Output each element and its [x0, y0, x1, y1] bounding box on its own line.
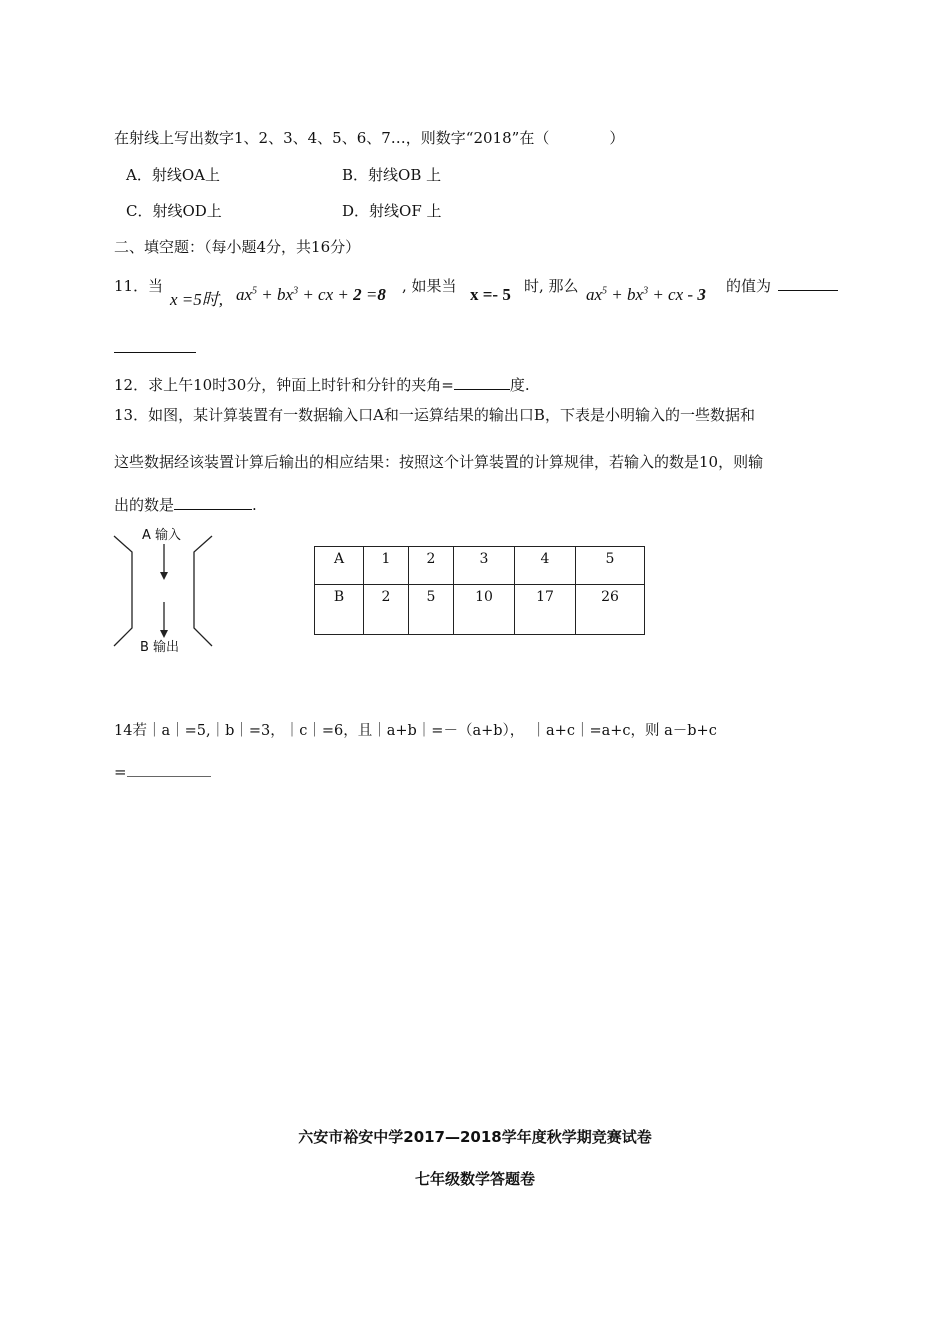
- table-row: [315, 585, 645, 635]
- q10-option-a: A．射线OA上: [126, 166, 220, 184]
- section-heading-fill-in: 二、填空题：（每小题4分，共16分）: [114, 238, 361, 256]
- q10-option-b: B．射线OB 上: [342, 166, 442, 184]
- q11-expression-2: $ax^5 + bx^3$ + cx - 3: [586, 285, 706, 304]
- q11-text-when: 当: [148, 277, 164, 295]
- answer-sheet-school-title: 六安市裕安中学2017—2018学年度秋学期竞赛试卷: [298, 1128, 652, 1146]
- table-cell: 5: [576, 547, 645, 585]
- q13-line3: [114, 494, 257, 515]
- input-arrowhead: [160, 572, 168, 580]
- q11-equation-1: $ax^5 + bx^3$ + cx + 2 =8: [236, 285, 386, 304]
- table-cell: 3: [454, 547, 515, 585]
- q10-option-d: D．射线OF 上: [342, 202, 442, 220]
- q14-answer-blank[interactable]: [127, 762, 211, 777]
- q13-period: .: [252, 496, 257, 514]
- table-cell: B: [315, 585, 364, 635]
- q12-unit: 度.: [509, 376, 530, 394]
- table-cell: 2: [364, 585, 409, 635]
- q11-condition-x5: x =5时,: [170, 290, 224, 309]
- q13-answer-blank[interactable]: [174, 495, 252, 510]
- q11-text-value: 的值为: [726, 277, 772, 295]
- q13-text: 出的数是: [114, 496, 175, 514]
- table-cell: 10: [454, 585, 515, 635]
- machine-left-wall: [114, 536, 132, 646]
- q13-input-label: A 输入: [142, 528, 182, 543]
- table-cell: 17: [515, 585, 576, 635]
- q14-line2: [114, 762, 211, 781]
- q14-equals: =: [114, 763, 127, 781]
- table-cell: A: [315, 547, 364, 585]
- machine-right-wall: [194, 536, 212, 646]
- table-row: [315, 547, 645, 585]
- q12-line: [114, 374, 530, 395]
- q12-answer-blank[interactable]: [454, 375, 510, 390]
- q11-text-then: 时, 那么: [524, 277, 579, 295]
- table-cell: 1: [364, 547, 409, 585]
- q12-text: 12．求上午10时30分，钟面上时针和分针的夹角=: [114, 376, 454, 394]
- table-cell: 2: [409, 547, 454, 585]
- table-cell: 5: [409, 585, 454, 635]
- q13-line2: 这些数据经该装置计算后输出的相应结果：按照这个计算装置的计算规律，若输入的数是10，则输: [114, 453, 764, 471]
- table-cell: 4: [515, 547, 576, 585]
- q11-condition-xneg5: x =- 5: [470, 285, 511, 304]
- answer-sheet-grade-title: 七年级数学答题卷: [414, 1170, 535, 1188]
- q11-text-if: , 如果当: [402, 277, 457, 295]
- q13-line1: 13．如图，某计算装置有一数据输入口A和一运算结果的输出口B，下表是小明输入的一些数据和: [114, 406, 755, 424]
- q14-line1: 14若｜a｜=5,｜b｜=3，｜c｜=6，且｜a+b｜=－（a+b）， ｜a+c｜=a+c，则 a－b+c: [114, 723, 717, 739]
- q11-answer-blank-a[interactable]: [778, 276, 838, 291]
- q13-output-label: B 输出: [140, 640, 180, 655]
- q11-answer-blank-b[interactable]: [114, 338, 196, 353]
- q10-option-c: C．射线OD上: [126, 202, 222, 220]
- q13-io-table: [314, 546, 645, 635]
- q10-stem: 在射线上写出数字1、2、3、4、5、6、7…，则数字“2018”在（ ）: [114, 129, 625, 147]
- table-cell: 26: [576, 585, 645, 635]
- q11-number: 11．: [114, 277, 149, 295]
